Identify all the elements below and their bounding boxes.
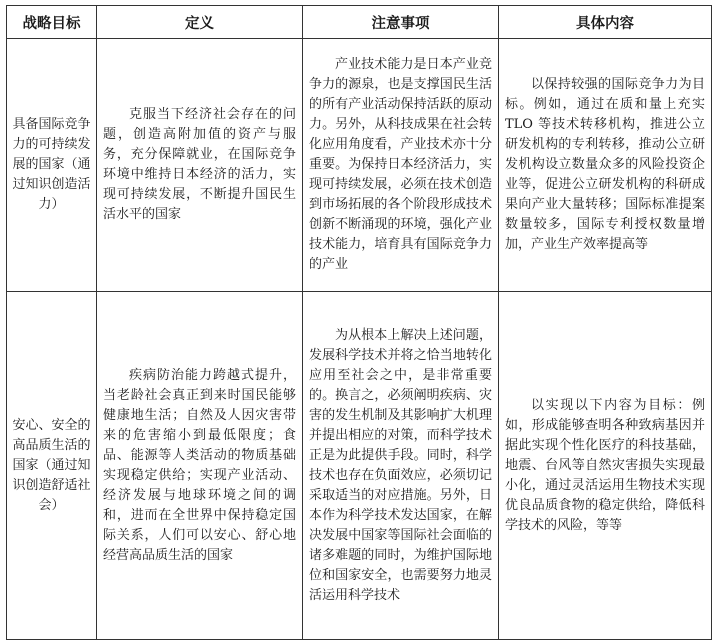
goal-text: 具备国际竞争力的可持续发展的国家（通过知识创造活力） [12,117,91,212]
table-row [7,39,712,292]
header-definition: 定义 [97,6,303,39]
goal-cell [7,292,97,640]
table-row [7,292,712,640]
header-content: 具体内容 [499,6,712,39]
content-cell [499,292,712,640]
notes-text: 为从根本上解决上述问题，发展科学技术并将之恰当地转化应用至社会之中，是非常重要的。换言之，必须阐明疾病、灾害的发生机制及其影响扩大机理并提出相应的对策，而科学技术正是为此提供手段。同时，科学技术也存在负面效应，必须切记采取适当的对应措施。另外，日本作为科学技术发达国家，在解决发展中国家等国际社会面临的诸多难题的同时，为维护国际地位和国家安全，也需要努力地灵活运用科学技术 [309,327,492,603]
header-notes: 注意事项 [303,6,499,39]
notes-cell [303,292,499,640]
definition-text: 疾病防治能力跨越式提升，当老龄社会真正到来时国民能够健康地生活；自然及人因灾害带来的危害缩小到最低限度；食品、能源等人类活动的物质基础实现稳定供给；实现产业活动、经济发展与地球环境之间的调和，进而在全世界中保持稳定国际关系，人们可以安心、舒心地经营高品质生活的国家 [103,367,296,563]
goal-cell [7,39,97,292]
content-text: 以保持较强的国际竞争力为目标。例如，通过在质和量上充实 TLO 等技术转移机构，推进公立研发机构的专利转移，推动公立研发机构设立数量众多的风险投资企业等，促进公立研发机构的科研成果向产业大量转移；国际标准提案数量较多，国际专利授权数量增加，产业生产效率提高等 [505,77,705,252]
notes-text: 产业技术能力是日本产业竞争力的源泉，也是支撑国民生活的所有产业活动保持活跃的原动力。另外，从科技成果在社会转化应用角度看，产业技术亦十分重要。为保持日本经济活力，实现可持续发展，必须在技术创造到市场拓展的各个阶段形成技术创新不断涌现的环境，强化产业技术能力，培育具有国际竞争力的产业 [309,57,492,272]
table-header-row [7,6,712,39]
definition-cell [97,39,303,292]
definition-text: 克服当下经济社会存在的问题，创造高附加值的资产与服务，充分保障就业，在国际竞争环境中维持日本经济的活力，实现可持续发展，不断提升国民生活水平的国家 [103,107,296,222]
notes-cell [303,39,499,292]
header-goal: 战略目标 [7,6,97,39]
definition-cell [97,292,303,640]
goal-text: 安心、安全的高品质生活的国家（通过知识创造舒适社会） [12,417,91,513]
content-cell [499,39,712,292]
strategy-table [6,5,712,640]
content-text: 以实现以下内容为目标：例如，形成能够查明各种致病基因并据此实现个性化医疗的科技基础，地震、台风等自然灾害损失实现最小化，通过灵活运用生物技术实现优良品质食物的稳定供给，降低科学技术的风险，等等 [505,397,705,533]
